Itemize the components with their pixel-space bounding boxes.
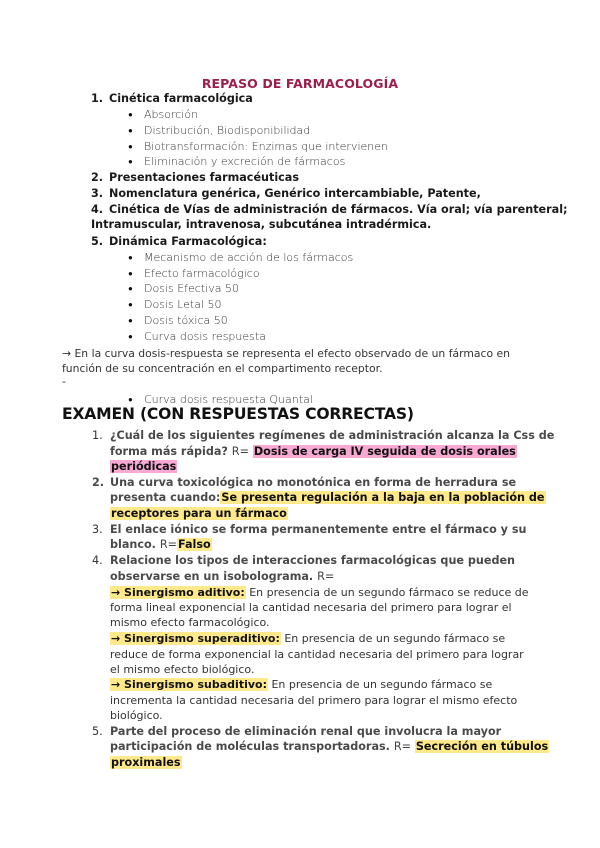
interaction-desc: reduce de forma exponencial la cantidad necesaria del primero para lograr [110,648,524,661]
interaction-item: → Sinergismo subaditivo: En presencia de un segundo fármaco se [111,678,493,691]
question-4-line-2: observarse en un isobolograma. R= [110,570,335,583]
bullet-item: ● Distribución, Biodisponibilidad [128,124,311,137]
question-1-line-2: forma más rápida? R= Dosis de carga IV seguida de dosis orales [110,445,516,458]
document-page: REPASO DE FARMACOLOGÍA 1. Cinética farmacológica ● Absorción ● Distribución, Biodisponibilidad ● Biotransformación: Enzimas que intervienen ● Eliminación y excreción de fármacos 2. Presentaciones farmacéuticas 3. Nomenclatura genérica, Genérico intercambiable, Patente, 4. Cinética de Vías de administración de fármacos. Vía oral; vía parenteral; Intramuscular, intravenosa, subcutánea intradérmica. 5. Dinámica Farmacológica: ● Mecanismo de acción de los fármacos ● Efecto farmacológico ● Dosis Efectiva 50 ● Dosis Letal 50 ● Dosis tóxica 50 ● Curva dosis respuesta → En la curva dosis-respuesta se representa el efecto observado de un fármaco en función de su concentración en el compartimento receptor. - ● Curva dosis respuesta Quantal EXAMEN (CON RESPUESTAS CORRECTAS) 1. ¿Cuál de los siguientes regímenes de administración alcanza la Css de forma más rápida? R= Dosis de carga IV seguida de dosis orales periódicas 2. Una curva toxicológica no monotónica en forma de herradura se presenta cuando:Se presenta regulación a la baja en la población de receptores para un fármaco 3. El enlace iónico se forma permanentemente entre el fármaco y su blanco. R=Falso 4. Relacione los tipos de interacciones farmacológicas que pueden observarse en un isobolograma. R= → Sinergismo aditivo: En presencia de un segundo fármaco se reduce de forma lineal exponencial la cantidad necesaria del primero para lograr el mismo efecto farmacológico. → Sinergismo superaditivo: En presencia de un segundo fármaco se reduce de forma exponencial la cantidad necesaria del primero para lograr el mismo efecto biológico. → Sinergismo subaditivo: En presencia de un segundo fármaco se incrementa la cantidad necesaria del primero para lograr el mismo efecto biológico. 5. Parte del proceso de eliminación renal que involucra la mayor participación de moléculas transportadoras. R= Secreción en túbulos proximales [0,0,600,848]
question-1-line-3 [110,460,177,473]
bullet-item: ● Mecanismo de acción de los fármacos [128,251,354,264]
question-2-line-3 [110,507,288,520]
interaction-desc: biológico. [110,709,163,722]
exam-heading: EXAMEN (CON RESPUESTAS CORRECTAS) [62,405,414,423]
topic-4: 4. Cinética de Vías de administración de fármacos. Vía oral; vía parenteral; [91,203,568,216]
topic-2: 2. Presentaciones farmacéuticas [91,171,300,184]
interaction-desc: el mismo efecto biológico. [110,663,255,676]
interaction-label: → Sinergismo aditivo: [111,586,245,599]
interaction-label: → Sinergismo subaditivo: [111,678,267,691]
bullet-dot-icon: ● [128,395,133,404]
bullet-item: ● Efecto farmacológico [128,267,260,280]
bullet-dot-icon: ● [128,126,133,135]
bullet-dot-icon: ● [128,300,133,309]
interaction-desc: mismo efecto farmacológico. [110,616,270,629]
interaction-desc: incrementa la cantidad necesaria del primero para lograr el mismo efecto [110,694,518,707]
topic-1 [91,92,253,105]
topic-label: Cinética farmacológica [109,92,253,105]
interaction-desc: forma lineal exponencial la cantidad necesaria del primero para lograr el [110,601,512,614]
bullet-item: ● Absorción [128,108,199,121]
answer-highlight: Se presenta regulación a la baja en la población de [221,491,545,504]
interaction-item: → Sinergismo aditivo: En presencia de un segundo fármaco se reduce de [111,586,529,599]
topic-3: 3. Nomenclatura genérica, Genérico intercambiable, Patente, [91,187,481,200]
bullet-item: ● Dosis Efectiva 50 [128,282,239,295]
page-title: REPASO DE FARMACOLOGÍA [201,76,399,91]
note-line: función de su concentración en el compartimento receptor. [62,362,383,375]
bullet-dot-icon: ● [128,316,133,325]
question-3-line-2: blanco. R=Falso [110,538,211,551]
answer-highlight: Dosis de carga IV seguida de dosis orales [253,445,516,458]
answer-highlight: proximales [111,756,181,769]
interaction-label: → Sinergismo superaditivo: [111,632,280,645]
bullet-item: ● Dosis tóxica 50 [128,314,228,327]
bullet-dot-icon: ● [128,332,133,341]
answer-highlight: periódicas [111,460,177,473]
question-5-line-3 [110,756,182,769]
answer-highlight: Secreción en túbulos [415,740,549,753]
bullet-item: ● Curva dosis respuesta [128,330,266,343]
topic-4-continuation: Intramuscular, intravenosa, subcutánea intradérmica. [91,218,432,231]
bullet-item: ● Eliminación y excreción de fármacos [128,155,346,168]
bullet-dot-icon: ● [128,110,133,119]
bullet-dot-icon: ● [128,253,133,262]
bullet-dot-icon: ● [128,157,133,166]
bullet-item: ● Dosis Letal 50 [128,298,222,311]
note-dash: - [62,375,66,388]
bullet-item: ● Curva dosis respuesta Quantal [128,393,313,406]
bullet-dot-icon: ● [128,284,133,293]
answer-highlight: receptores para un fármaco [111,507,287,520]
topic-number: 1. [91,92,104,105]
bullet-dot-icon: ● [128,269,133,278]
question-5-line-2: participación de moléculas transportadoras. R= Secreción en túbulos [110,740,549,753]
interaction-item: → Sinergismo superaditivo: En presencia de un segundo fármaco se [111,632,506,645]
bullet-dot-icon: ● [128,142,133,151]
answer-highlight: Falso [178,538,211,551]
topic-5: 5. Dinámica Farmacológica: [91,235,267,248]
bullet-item: ● Biotransformación: Enzimas que intervienen [128,140,388,153]
note-line: → En la curva dosis-respuesta se representa el efecto observado de un fármaco en [62,347,510,360]
question-2-line-2: presenta cuando:Se presenta regulación a la baja en la población de [110,491,545,504]
